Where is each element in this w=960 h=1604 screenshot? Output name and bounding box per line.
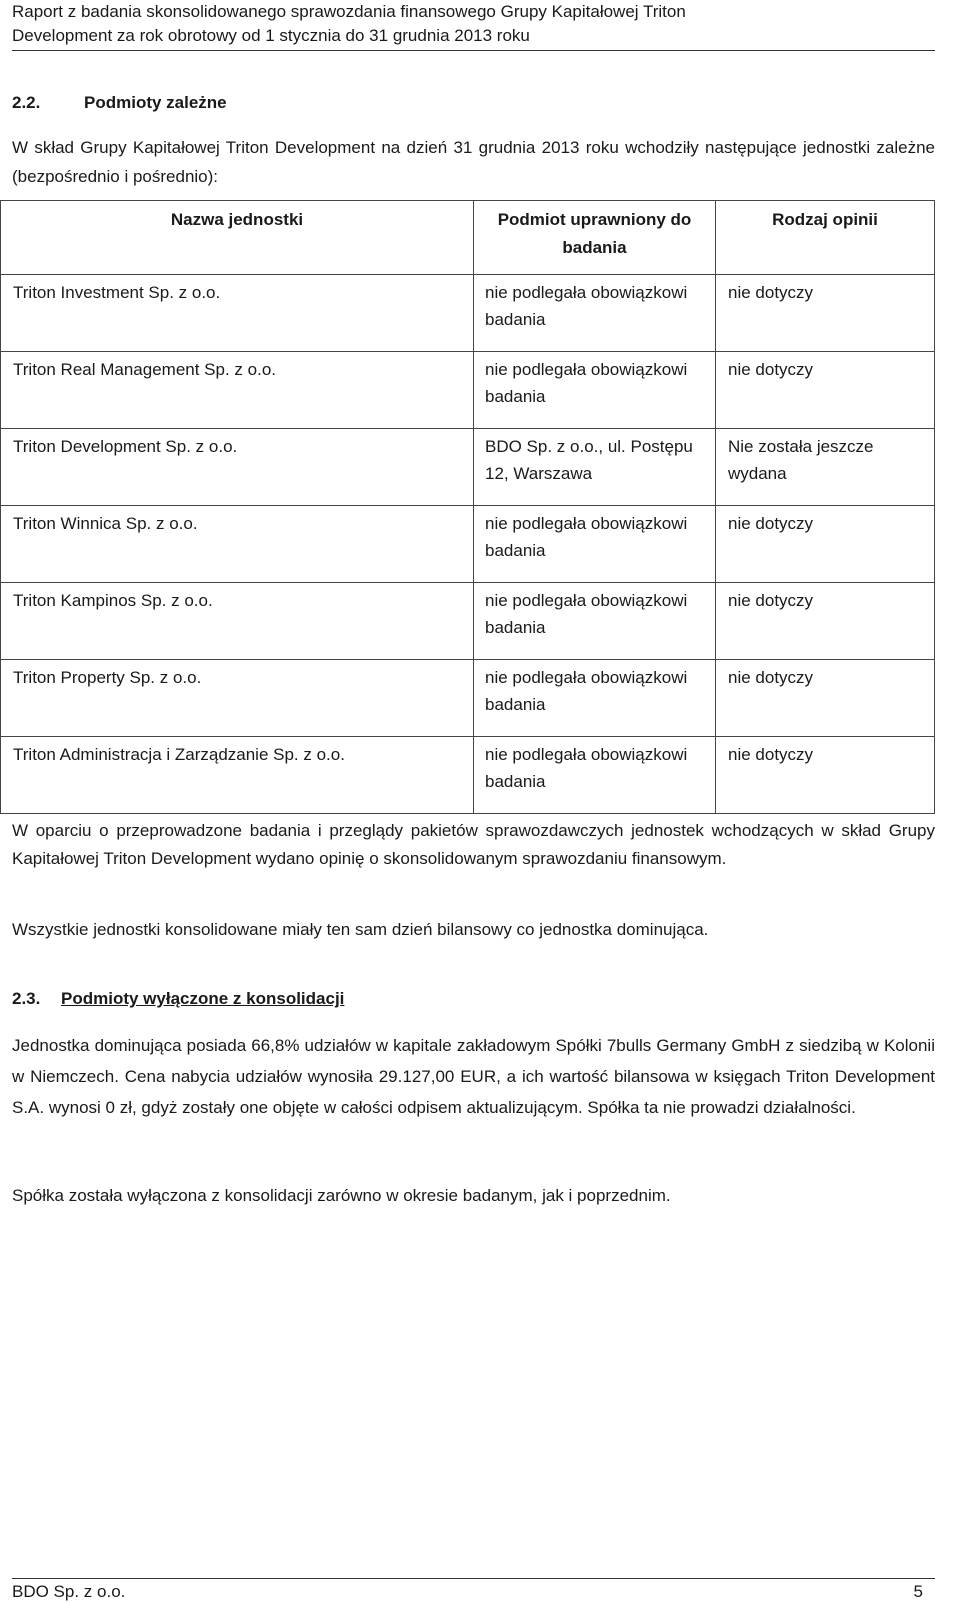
cell-name: Triton Investment Sp. z o.o. [1, 275, 474, 352]
table-row [1, 506, 935, 583]
page-header [12, 0, 942, 48]
header-divider [12, 50, 935, 51]
section-title: Podmioty zależne [84, 93, 227, 112]
table-header-row [1, 201, 935, 275]
col-header-auditor: Podmiot uprawniony do badania [474, 201, 716, 275]
footer-divider [12, 1578, 935, 1579]
cell-name: Triton Administracja i Zarządzanie Sp. z o.o. [1, 737, 474, 814]
cell-opinion: nie dotyczy [716, 352, 935, 429]
col-header-name: Nazwa jednostki [1, 201, 474, 275]
section-number: 2.2. [12, 93, 41, 112]
footer-company: BDO Sp. z o.o. [12, 1582, 126, 1601]
cell-name: Triton Winnica Sp. z o.o. [1, 506, 474, 583]
cell-auditor: nie podlegała obowiązkowi badania [474, 737, 716, 814]
page-number: 5 [913, 1582, 923, 1601]
cell-auditor: nie podlegała obowiązkowi badania [474, 275, 716, 352]
paragraph-opinion: W oparciu o przeprowadzone badania i przeglądy pakietów sprawozdawczych jednostek wchodzących w skład Grupy Kapitałowej Triton Development wydano opinię o skonsolidowanym sprawozdaniu finansowym. [12, 821, 935, 868]
cell-name: Triton Kampinos Sp. z o.o. [1, 583, 474, 660]
cell-auditor: BDO Sp. z o.o., ul. Postępu 12, Warszawa [474, 429, 716, 506]
table-row [1, 583, 935, 660]
col-header-opinion: Rodzaj opinii [716, 201, 935, 275]
cell-auditor: nie podlegała obowiązkowi badania [474, 583, 716, 660]
header-line-1: Raport z badania skonsolidowanego sprawozdania finansowego Grupy Kapitałowej Triton [12, 2, 686, 21]
section-number: 2.3. [12, 989, 41, 1008]
cell-auditor: nie podlegała obowiązkowi badania [474, 352, 716, 429]
subsidiaries-table [0, 200, 935, 814]
cell-opinion: nie dotyczy [716, 660, 935, 737]
cell-opinion: Nie została jeszcze wydana [716, 429, 935, 506]
cell-opinion: nie dotyczy [716, 737, 935, 814]
section-2-2-heading [12, 93, 227, 113]
table-row [1, 737, 935, 814]
paragraph-exclusion-note: Spółka została wyłączona z konsolidacji zarówno w okresie badanym, jak i poprzednim. [12, 1186, 671, 1205]
cell-opinion: nie dotyczy [716, 583, 935, 660]
cell-name: Triton Development Sp. z o.o. [1, 429, 474, 506]
table-row [1, 660, 935, 737]
table-row [1, 352, 935, 429]
cell-name: Triton Real Management Sp. z o.o. [1, 352, 474, 429]
cell-auditor: nie podlegała obowiązkowi badania [474, 506, 716, 583]
section-title: Podmioty wyłączone z konsolidacji [61, 989, 345, 1008]
cell-opinion: nie dotyczy [716, 506, 935, 583]
table-row [1, 429, 935, 506]
cell-auditor: nie podlegała obowiązkowi badania [474, 660, 716, 737]
section-2-3-heading [12, 989, 344, 1009]
cell-opinion: nie dotyczy [716, 275, 935, 352]
paragraph-balance-date: Wszystkie jednostki konsolidowane miały ten sam dzień bilansowy co jednostka dominująca. [12, 920, 709, 939]
header-line-2: Development za rok obrotowy od 1 stycznia do 31 grudnia 2013 roku [12, 26, 530, 45]
paragraph-excluded-entity: Jednostka dominująca posiada 66,8% udziałów w kapitale zakładowym Spółki 7bulls Germany GmbH z siedzibą w Kolonii w Niemczech. Cena nabycia udziałów wynosiła 29.127,00 EUR, a ich wartość bilansowa w księgach Triton Development S.A. wynosi 0 zł, gdyż zostały one objęte w całości odpisem aktualizującym. Spółka ta nie prowadzi działalności. [12, 1036, 935, 1117]
table-row [1, 275, 935, 352]
cell-name: Triton Property Sp. z o.o. [1, 660, 474, 737]
section-2-2-intro: W skład Grupy Kapitałowej Triton Development na dzień 31 grudnia 2013 roku wchodziły następujące jednostki zależne (bezpośrednio i pośrednio): [12, 138, 935, 186]
